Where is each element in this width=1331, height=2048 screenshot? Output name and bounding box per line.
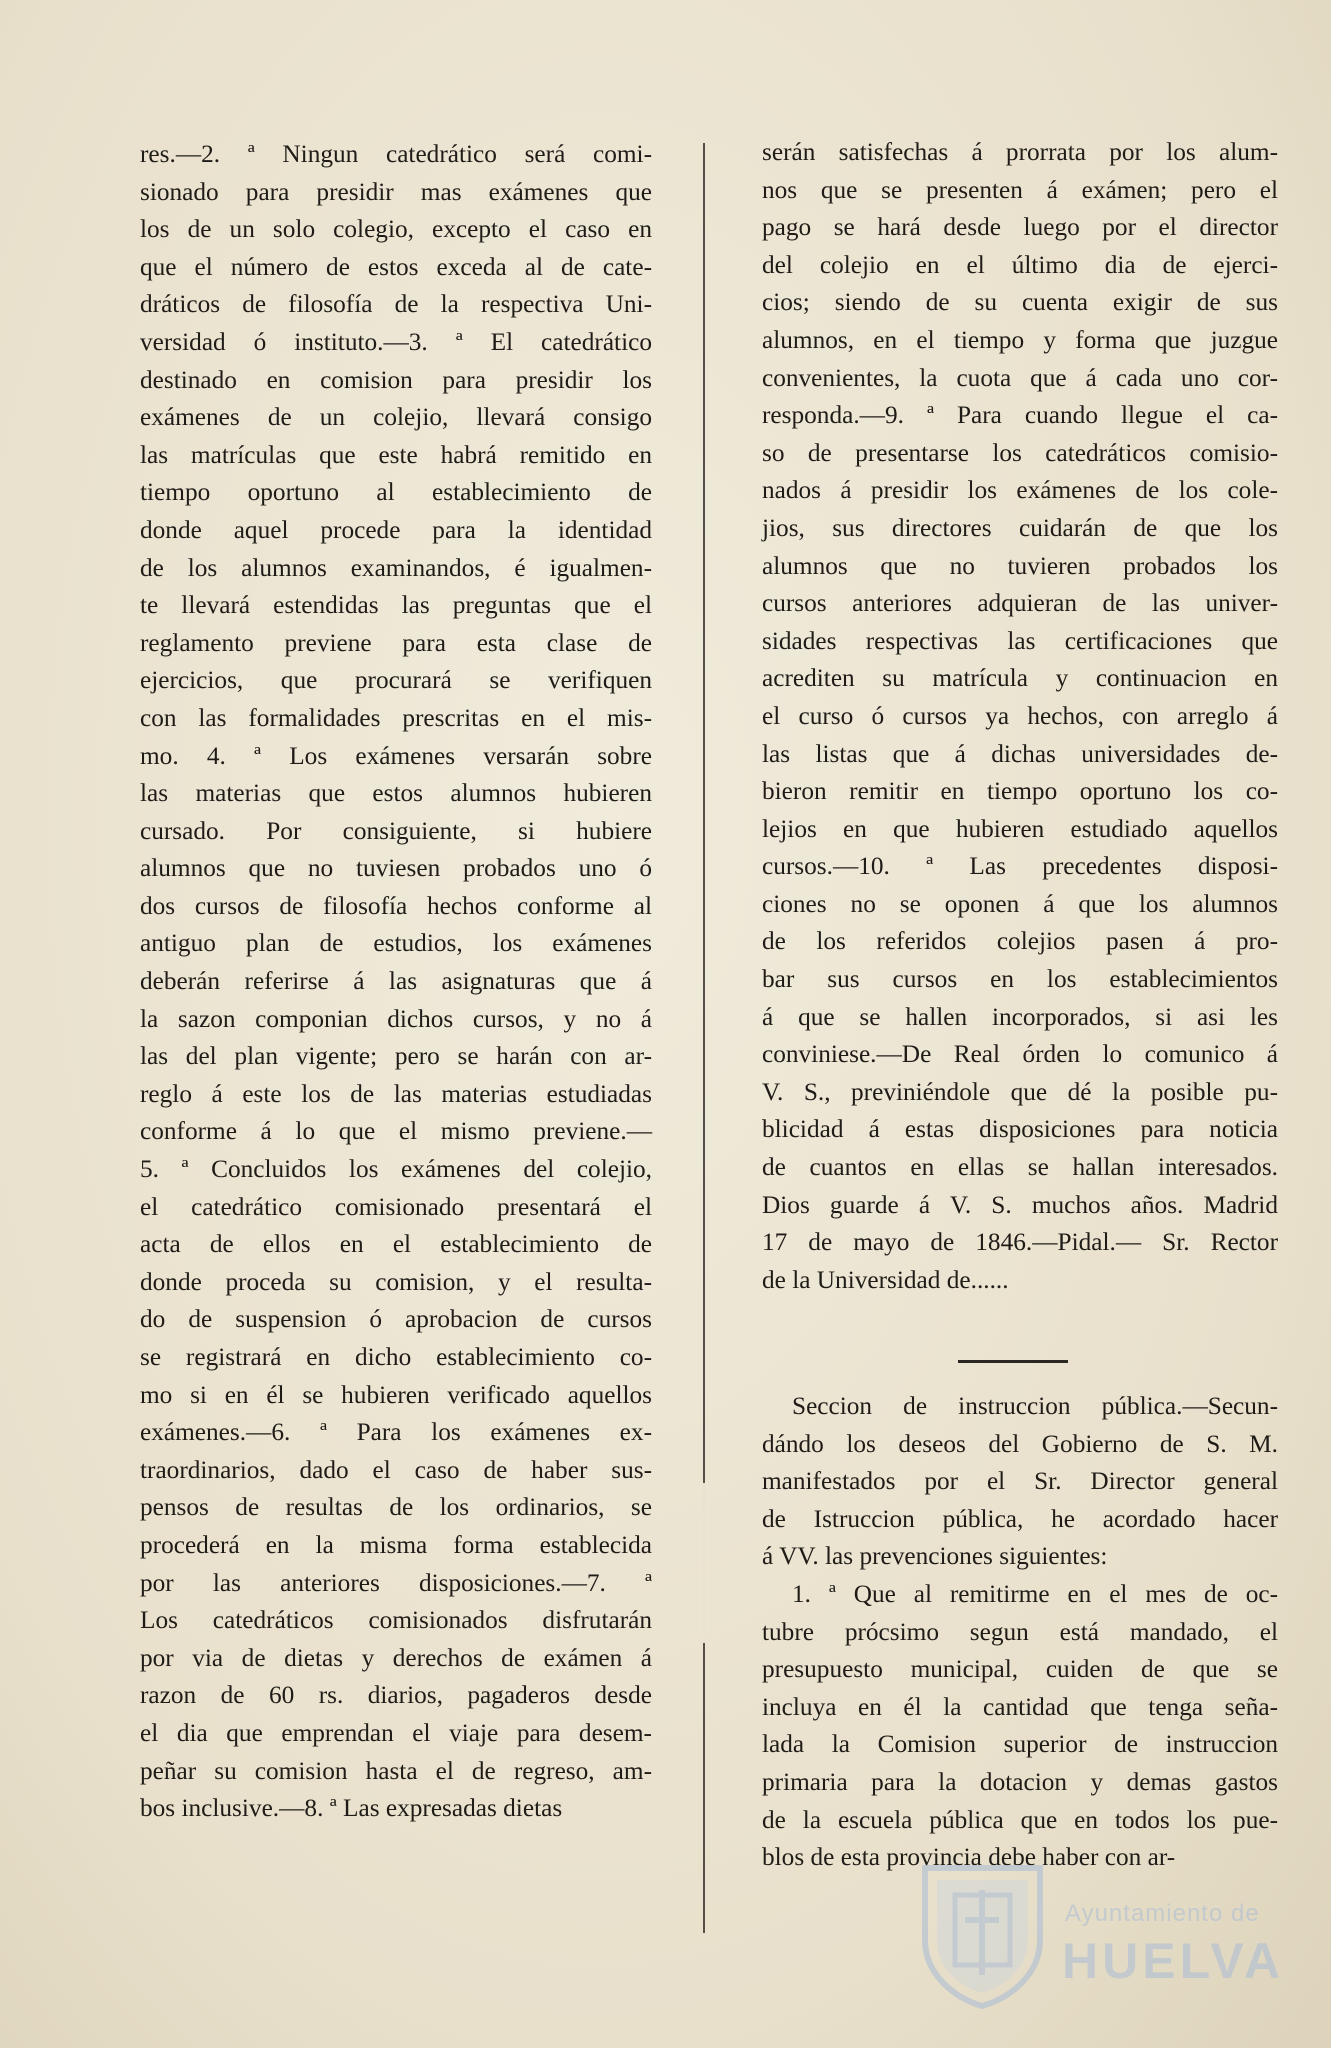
text-line: cursado. Por consiguiente, si hubiere	[140, 816, 652, 845]
text-line: donde aquel procede para la identidad	[140, 515, 652, 544]
text-line: de los alumnos examinandos, é igualmen-	[140, 553, 652, 582]
text-line: cios; siendo de su cuenta exigir de sus	[762, 288, 1278, 317]
text-line: procederá en la misma forma establecida	[140, 1530, 652, 1559]
text-line: 1. ª Que al remitirme en el mes de oc-	[792, 1579, 1278, 1608]
text-line: dráticos de filosofía de la respectiva Uni-	[140, 290, 652, 319]
text-line: la sazon componian dichos cursos, y no á	[140, 1004, 652, 1033]
text-line: incluya en él la cantidad que tenga seña-	[762, 1692, 1278, 1721]
text-line: nados á presidir los exámenes de los cole-	[762, 476, 1278, 505]
text-line: bos inclusive.—8. ª Las expresadas dietas	[140, 1794, 563, 1823]
text-line: 17 de mayo de 1846.—Pidal.— Sr. Rector	[762, 1228, 1278, 1257]
huelva-coat-of-arms-icon	[915, 1860, 1050, 2010]
text-line: so de presentarse los catedráticos comisio-	[762, 438, 1278, 467]
text-line: que el número de estos exceda al de cate-	[140, 252, 652, 281]
text-line: lada la Comision superior de instruccion	[762, 1730, 1278, 1759]
text-line: mo si en él se hubieren verificado aquellos	[140, 1380, 652, 1409]
text-line: responda.—9. ª Para cuando llegue el ca-	[762, 401, 1278, 430]
text-line: el curso ó cursos ya hechos, con arreglo á	[762, 701, 1278, 730]
text-line: acrediten su matrícula y continuacion en	[762, 664, 1278, 693]
text-line: á VV. las prevenciones siguientes:	[762, 1542, 1108, 1571]
text-line: de los referidos colejios pasen á pro-	[762, 927, 1278, 956]
text-line: destinado en comision para presidir los	[140, 365, 652, 394]
text-line: tubre prócsimo segun está mandado, el	[762, 1617, 1278, 1646]
text-line: Seccion de instruccion pública.—Secun-	[792, 1392, 1278, 1420]
watermark-line2: HUELVA	[1062, 1933, 1285, 1989]
text-line: las materias que estos alumnos hubieren	[140, 779, 652, 808]
text-line: dándo los deseos del Gobierno de S. M.	[762, 1429, 1278, 1458]
text-line: el dia que emprendan el viaje para desem-	[140, 1718, 652, 1747]
text-line: versidad ó instituto.—3. ª El catedrático	[140, 327, 652, 356]
text-line: blos de esta provincia debe haber con ar-	[762, 1843, 1176, 1872]
text-line: primaria para la dotacion y demas gastos	[762, 1767, 1278, 1796]
text-line: las del plan vigente; pero se harán con ar-	[140, 1042, 652, 1071]
text-line: de la Universidad de......	[762, 1265, 1009, 1294]
text-line: sionado para presidir mas exámenes que	[140, 177, 652, 206]
instruction-section	[762, 1388, 1278, 1877]
text-line: peñar su comision hasta el de regreso, am-	[140, 1756, 652, 1785]
text-line: jios, sus directores cuidarán de que los	[762, 513, 1278, 542]
text-line: exámenes de un colejio, llevará consigo	[140, 403, 652, 432]
section-separator-rule	[958, 1360, 1068, 1363]
text-line: alumnos que no tuvieren probados los	[762, 551, 1278, 580]
right-text-column	[762, 134, 1278, 1299]
text-line: ejercicios, que procurará se verifiquen	[140, 666, 652, 695]
text-line: ciones no se oponen á que los alumnos	[762, 889, 1278, 918]
text-line: reglo á este los de las materias estudiadas	[140, 1079, 652, 1108]
text-line: las matrículas que este habrá remitido en	[140, 440, 652, 469]
text-line: res.—2. ª Ningun catedrático será comi-	[140, 140, 652, 168]
text-line: á que se hallen incorporados, si asi les	[762, 1002, 1278, 1031]
text-line: 5. ª Concluidos los exámenes del colejio,	[140, 1155, 652, 1184]
text-line: lejios en que hubieren estudiado aquellos	[762, 814, 1278, 843]
text-line: exámenes.—6. ª Para los exámenes ex-	[140, 1418, 652, 1447]
text-line: bieron remitir en tiempo oportuno los co-	[762, 777, 1278, 806]
text-line: los de un solo colegio, excepto el caso en	[140, 215, 652, 244]
text-line: do de suspension ó aprobacion de cursos	[140, 1305, 652, 1334]
text-line: Los catedráticos comisionados disfrutarán	[140, 1606, 652, 1635]
text-line: sidades respectivas las certificaciones que	[762, 626, 1278, 655]
text-line: dos cursos de filosofía hechos conforme al	[140, 891, 652, 920]
text-line: pensos de resultas de los ordinarios, se	[140, 1493, 652, 1522]
text-line: blicidad á estas disposiciones para noticia	[762, 1115, 1278, 1144]
text-line: del colejio en el último dia de ejerci-	[762, 250, 1278, 279]
text-line: el catedrático comisionado presentará el	[140, 1192, 652, 1221]
text-line: razon de 60 rs. diarios, pagaderos desde	[140, 1681, 652, 1710]
text-line: con las formalidades prescritas en el mis-	[140, 703, 652, 732]
text-line: traordinarios, dado el caso de haber sus-	[140, 1455, 652, 1484]
text-line: cursos.—10. ª Las precedentes disposi-	[762, 852, 1278, 881]
text-line: alumnos, en el tiempo y forma que juzgue	[762, 325, 1278, 354]
text-line: cursos anteriores adquieran de las univer-	[762, 589, 1278, 618]
text-line: de Istruccion pública, he acordado hacer	[762, 1504, 1278, 1533]
text-line: presupuesto municipal, cuiden de que se	[762, 1655, 1278, 1684]
text-line: tiempo oportuno al establecimiento de	[140, 478, 652, 507]
column-divider-rule	[703, 143, 705, 1933]
text-line: se registrará en dicho establecimiento co-	[140, 1343, 652, 1371]
text-line: por via de dietas y derechos de exámen á	[140, 1643, 652, 1672]
text-line: las listas que á dichas universidades de-	[762, 739, 1278, 768]
text-line: bar sus cursos en los establecimientos	[762, 965, 1278, 994]
text-line: serán satisfechas á prorrata por los alum-	[762, 138, 1278, 166]
text-line: manifestados por el Sr. Director general	[762, 1467, 1278, 1496]
left-text-column	[140, 136, 652, 1828]
text-line: V. S., previniéndole que dé la posible pu-	[762, 1077, 1278, 1106]
text-line: alumnos que no tuviesen probados uno ó	[140, 854, 652, 883]
text-line: acta de ellos en el establecimiento de	[140, 1230, 652, 1259]
text-line: nos que se presenten á exámen; pero el	[762, 175, 1278, 204]
text-line: de la escuela pública que en todos los pue-	[762, 1805, 1278, 1834]
text-line: de cuantos en ellas se hallan interesados.	[762, 1153, 1278, 1182]
text-line: convenientes, la cuota que á cada uno cor-	[762, 363, 1278, 392]
text-line: antiguo plan de estudios, los exámenes	[140, 929, 652, 958]
text-line: mo. 4. ª Los exámenes versarán sobre	[140, 741, 652, 770]
text-line: por las anteriores disposiciones.—7. ª	[140, 1568, 652, 1597]
text-line: conforme á lo que el mismo previene.—	[140, 1117, 652, 1146]
text-line: deberán referirse á las asignaturas que á	[140, 967, 652, 996]
archive-watermark	[915, 1860, 1285, 2010]
text-line: Dios guarde á V. S. muchos años. Madrid	[762, 1190, 1278, 1219]
text-line: reglamento previene para esta clase de	[140, 628, 652, 657]
text-line: donde proceda su comision, y el resulta-	[140, 1267, 652, 1296]
watermark-line1: Ayuntamiento de	[1065, 1900, 1260, 1927]
text-line: conviniese.—De Real órden lo comunico á	[762, 1040, 1278, 1069]
text-line: pago se hará desde luego por el director	[762, 213, 1278, 242]
text-line: te llevará estendidas las preguntas que el	[140, 591, 652, 620]
